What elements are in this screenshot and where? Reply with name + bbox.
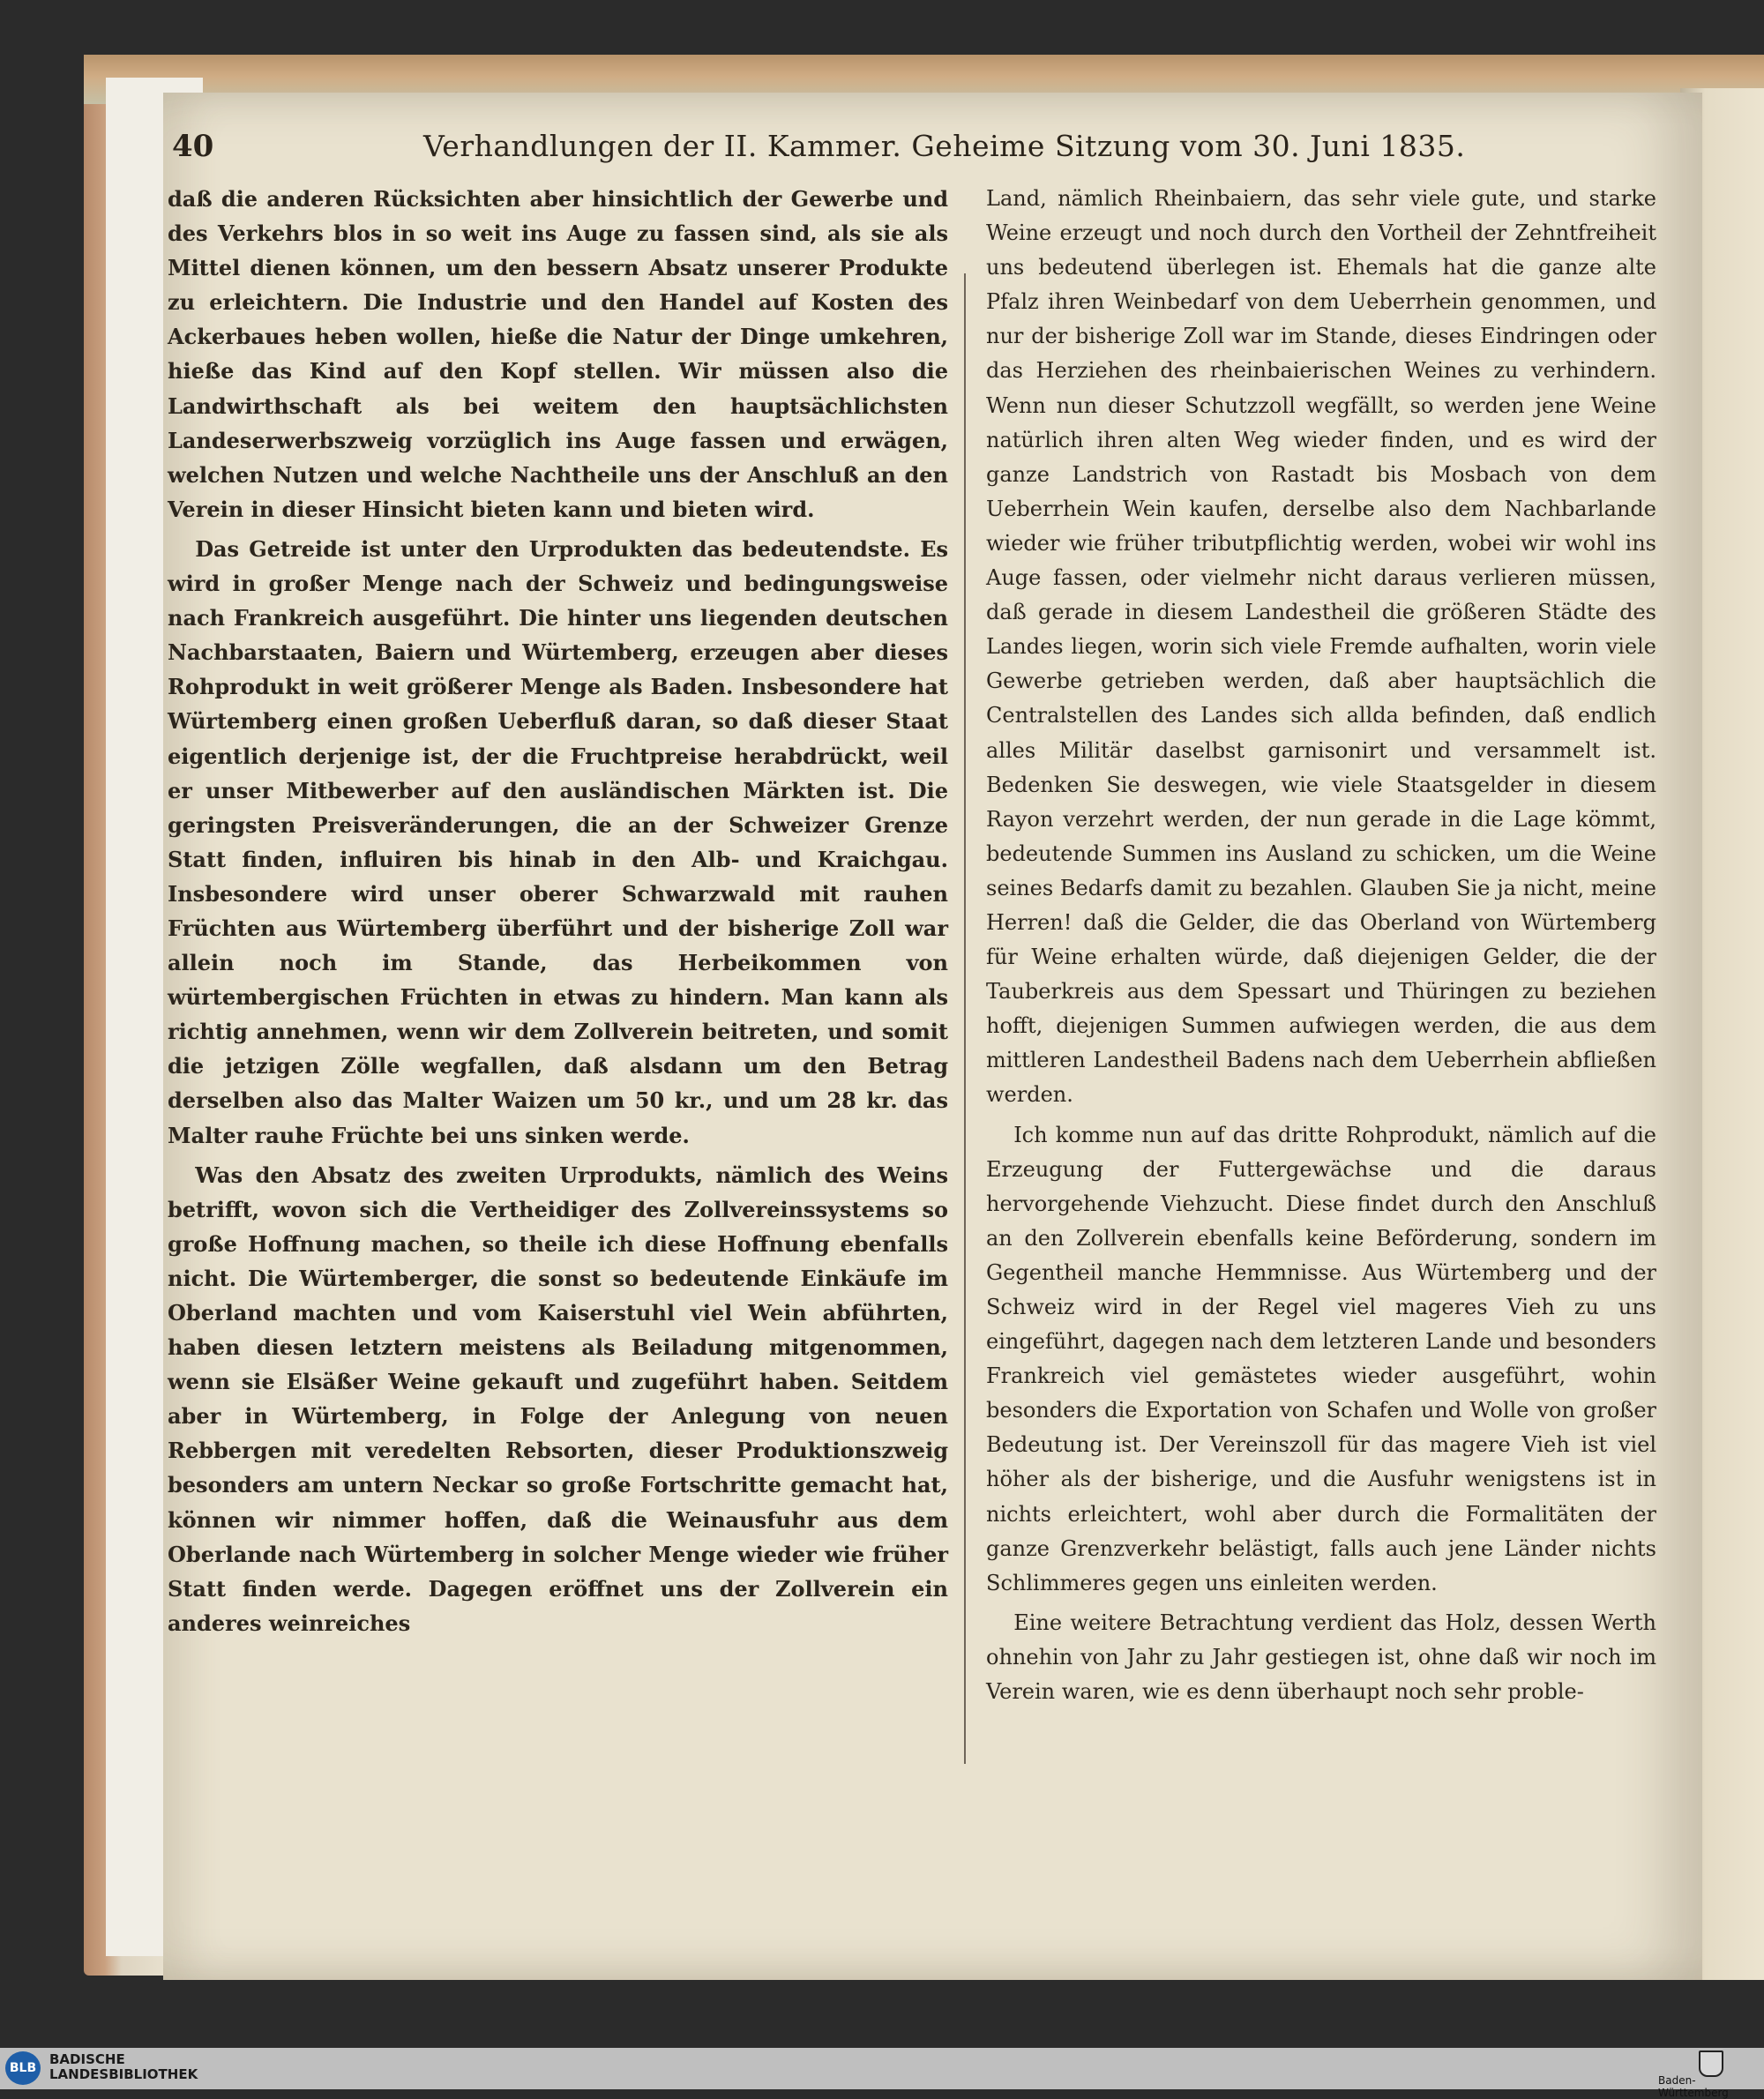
blb-logo-icon[interactable]: BLB [5,2051,41,2085]
library-name-line2: LANDESBIBLIOTHEK [49,2066,198,2082]
viewer-footer [0,2048,1764,2089]
column-divider [964,273,966,1764]
running-head: Verhandlungen der II. Kammer. Geheime Sitzung vom 30. Juni 1835. [423,129,1466,163]
coat-of-arms-icon [1699,2050,1723,2077]
left-column [168,182,948,1646]
page-number: 40 [172,129,214,164]
paragraph: Eine weitere Betrachtung verdient das Holz, dessen Werth ohnehin von Jahr zu Jahr gestiegen ist, ohne daß wir noch im Verein waren, wie es denn überhaupt noch sehr proble- [986,1610,1656,1705]
paragraph: Land, nämlich Rheinbaiern, das sehr viele gute, und starke Weine erzeugt und noch durch den Vortheil der Zehntfreiheit uns bedeutend überlegen ist. Ehemals hat die ganze alte Pfalz ihren Weinbedarf von dem Ueberrhein genommen, und nur der bisherige Zoll war im Stande, dieses Eindringen oder das Herziehen des rheinbaierischen Weines zu verhindern. Wenn nun dieser Schutzzoll wegfällt, so werden jene Weine natürlich ihren alten Weg wieder finden, und es wird der ganze Landstrich von Rastadt bis Mosbach von dem Ueberrhein Wein kaufen, derselbe also dem Nachbarlande wieder wie früher tributpflichtig werden, wobei wir wohl ins Auge fassen, oder vielmehr nicht daraus verlieren müssen, daß gerade in diesem Landestheil die größeren Städte des Landes liegen, worin sich viele Fremde aufhalten, worin viele Gewerbe getrieben werden, daß aber hauptsächlich die Centralstellen des Landes sich allda befinden, daß endlich alles Militär daselbst garnisonirt und versammelt ist. Bedenken Sie deswegen, wie viele Staatsgelder in diesem Rayon verzehrt werden, der nun gerade in die Lage kömmt, bedeutende Summen ins Ausland zu schicken, um die Weine seines Bedarfs damit zu bezahlen. Glauben Sie ja nicht, meine Herren! daß die Gelder, die das Oberland von Würtemberg für Weine erhalten würde, daß diejenigen Gelder, die der Tauberkreis aus dem Spessart und Thüringen zu beziehen hofft, diejenigen Summen aufwiegen werden, die aus dem mittleren Landestheil Badens nach dem Ueberrhein abfließen werden. [986,186,1656,1108]
paragraph: Was den Absatz des zweiten Urprodukts, nämlich des Weins betrifft, wovon sich die Vertheidiger des Zollvereinssystems so große Hoffnung machen, so theile ich diese Hoffnung ebenfalls nicht. Die Würtemberger, die sonst so bedeutende Einkäufe im Oberland machten und vom Kaiserstuhl viel Wein abführten, haben diesen letztern meistens als Beiladung mitgenommen, wenn sie Elsäßer Weine gekauft und zugeführt haben. Seitdem aber in Würtemberg, in Folge der Anlegung von neuen Rebbergen mit veredelten Rebsorten, dieser Produktionszweig besonders am untern Neckar so große Fortschritte gemacht hat, können wir nimmer hoffen, daß die Weinausfuhr aus dem Oberlande nach Würtemberg in solcher Menge wieder wie früher Statt finden werde. Dagegen eröffnet uns der Zollverein ein anderes weinreiches [168,1162,948,1636]
paragraph: Das Getreide ist unter den Urprodukten das bedeutendste. Es wird in großer Menge nach der Schweiz und bedingungsweise nach Frankreich ausgeführt. Die hinter uns liegenden deutschen Nachbarstaaten, Baiern und Würtemberg, erzeugen aber dieses Rohprodukt in weit größerer Menge als Baden. Insbesondere hat Würtemberg einen großen Ueberfluß daran, so daß dieser Staat eigentlich derjenige ist, der die Fruchtpreise herabdrückt, weil er unser Mitbewerber auf den ausländischen Märkten ist. Die geringsten Preisveränderungen, die an der Schweizer Grenze Statt finden, influiren bis hinab in den Alb- und Kraichgau. Insbesondere wird unser oberer Schwarzwald mit rauhen Früchten aus Würtemberg überführt und der bisherige Zoll war allein noch im Stande, das Herbeikommen von würtembergischen Früchten in etwas zu hindern. Man kann als richtig annehmen, wenn wir dem Zollverein beitreten, und somit die jetzigen Zölle wegfallen, daß alsdann um den Betrag derselben also das Malter Waizen um 50 kr., und um 28 kr. das Malter rauhe Früchte bei uns sinken werde. [168,535,948,1148]
library-name[interactable] [49,2052,198,2082]
library-name-line1: BADISCHE [49,2051,125,2067]
paragraph: daß die anderen Rücksichten aber hinsichtlich der Gewerbe und des Verkehrs blos in so weit ins Auge zu fassen sind, als sie als Mittel dienen können, um den bessern Absatz unserer Produkte zu erleichtern. Die Industrie und den Handel auf Kosten des Ackerbaues heben wollen, hieße die Natur der Dinge umkehren, hieße das Kind auf den Kopf stellen. Wir müssen also die Landwirthschaft als bei weitem den hauptsächlichsten Landeserwerbszweig vorzüglich ins Auge fassen und erwägen, welchen Nutzen und welche Nachtheile uns der Anschluß an den Verein in dieser Hinsicht bieten kann und bieten wird. [168,186,948,522]
paragraph: Ich komme nun auf das dritte Rohprodukt, nämlich auf die Erzeugung der Futtergewächse und die daraus hervorgehende Viehzucht. Diese findet durch den Anschluß an den Zollverein ebenfalls keine Beförderung, sondern im Gegentheil manche Hemmnisse. Aus Würtemberg und der Schweiz wird in der Regel viel mageres Vieh zu uns eingeführt, dagegen nach dem letzteren Lande und besonders Frankreich viel gemästetes wieder ausgeführt, wohin besonders die Exportation von Schafen und Wolle von großer Bedeutung ist. Der Vereinszoll für das magere Vieh ist viel höher als der bisherige, und die Ausfuhr wenigstens ist in nichts erleichtert, wohl aber durch die Formalitäten der ganze Grenzverkehr belästigt, falls auch jene Länder nichts Schlimmeres gegen uns einleiten werden. [986,1122,1656,1595]
right-column [986,182,1656,1714]
partner-label[interactable]: Baden-Württemberg [1658,2074,1729,2099]
